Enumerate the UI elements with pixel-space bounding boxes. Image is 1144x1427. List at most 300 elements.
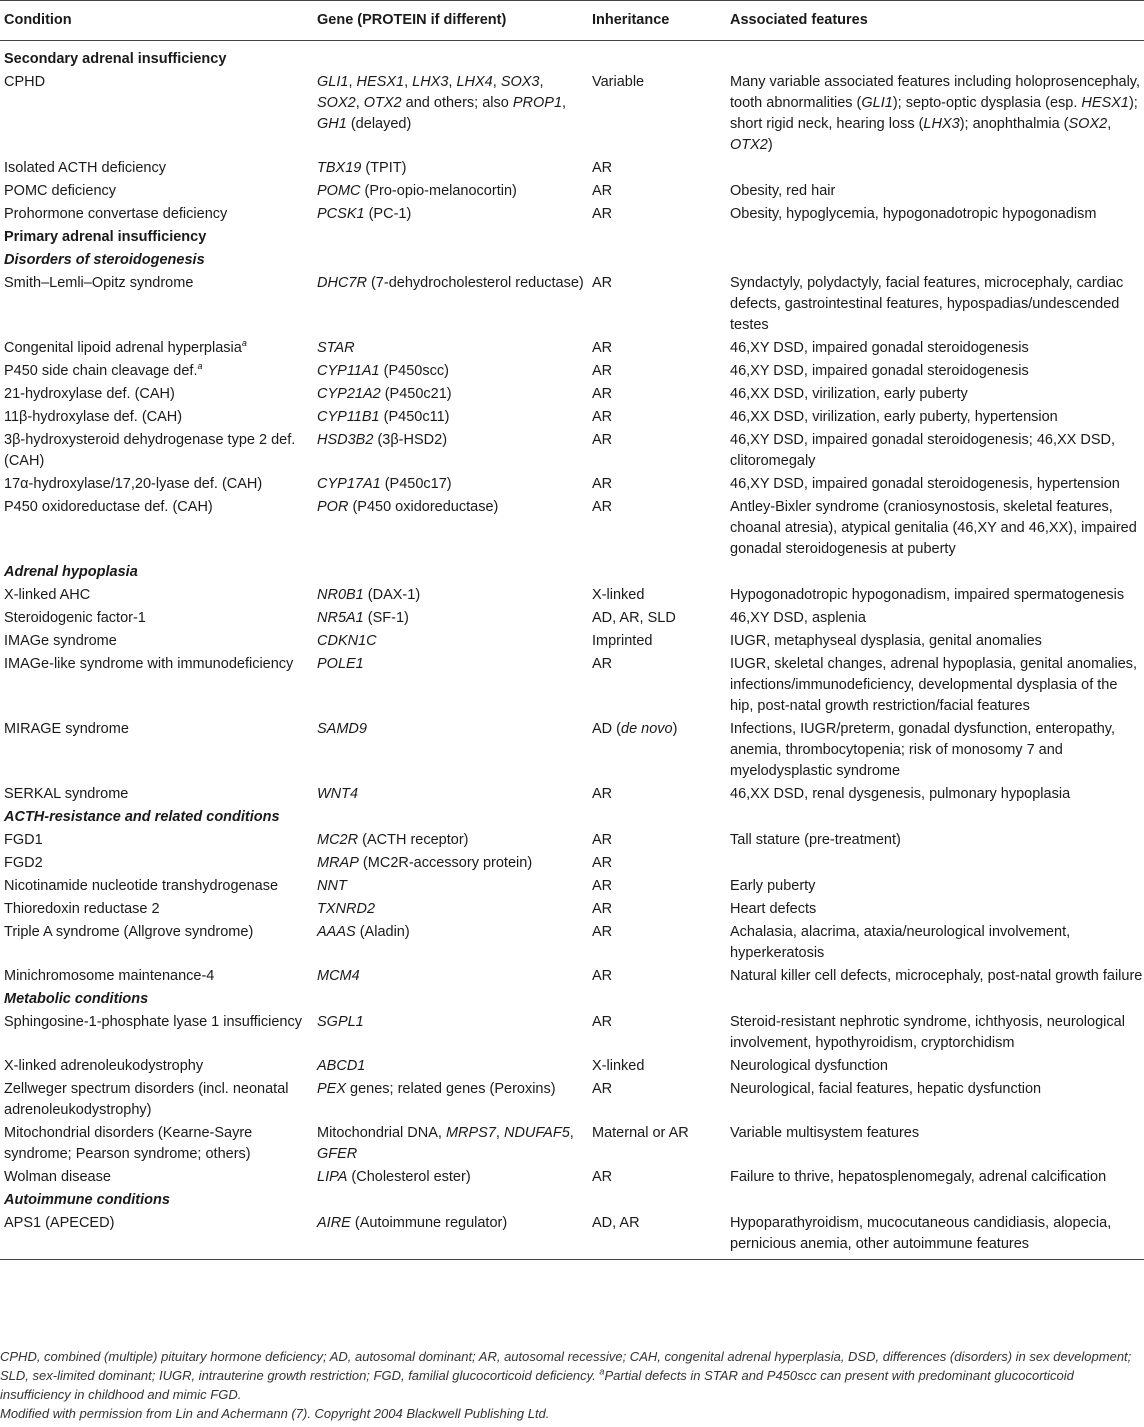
cell-inheritance: AR	[592, 183, 613, 199]
condition-name: Congenital lipoid adrenal hyperplasia	[4, 340, 242, 356]
table-row	[0, 1079, 1144, 1123]
cell-inheritance: AD (de novo)	[592, 721, 678, 737]
text-run: Natural killer cell defects, microcephaly, post-natal growth failure	[730, 968, 1143, 984]
cell-features	[726, 384, 1144, 407]
cell-gene	[313, 1167, 588, 1190]
cell-gene	[313, 719, 588, 784]
cell-gene	[313, 1056, 588, 1079]
section-row	[0, 227, 1144, 250]
cell-inheritance: AR	[592, 656, 613, 672]
cell-condition	[0, 497, 313, 562]
cell-condition	[0, 585, 313, 608]
table-footnote	[0, 1347, 1140, 1423]
cell-gene	[313, 384, 588, 407]
cell-inheritance: AR	[592, 924, 613, 940]
cell-gene	[313, 1213, 588, 1260]
cell-inheritance: AR	[592, 160, 613, 176]
section-heading: Primary adrenal insufficiency	[4, 229, 207, 245]
condition-name: 21-hydroxylase def. (CAH)	[4, 386, 175, 402]
cell-inheritance: AR	[592, 1081, 613, 1097]
table-row	[0, 72, 1144, 158]
text-run: (Cholesterol ester)	[347, 1169, 471, 1185]
cell-features	[726, 719, 1144, 784]
text-run: (P450 oxidoreductase)	[348, 499, 499, 515]
cell-features	[726, 631, 1144, 654]
text-run: (P450c21)	[380, 386, 452, 402]
cell-features	[726, 853, 1144, 876]
cell-gene	[313, 966, 588, 989]
cell-gene	[313, 273, 588, 338]
text-run: Neurological dysfunction	[730, 1058, 888, 1074]
gene-symbol: AIRE	[317, 1215, 351, 1231]
subsection-heading: ACTH-resistance and related conditions	[4, 809, 280, 825]
gene-symbol: MC2R	[317, 832, 359, 848]
text-run: 46,XX DSD, virilization, early puberty	[730, 386, 968, 402]
text-run: (Pro-opio-melanocortin)	[360, 183, 517, 199]
table-row	[0, 899, 1144, 922]
text-run: 46,XY DSD, impaired gonadal steroidogenesis, hypertension	[730, 476, 1120, 492]
cell-inheritance: Maternal or AR	[592, 1125, 689, 1141]
text-run: (Autoimmune regulator)	[350, 1215, 508, 1231]
text-run: genes; related genes (Peroxins)	[346, 1081, 556, 1097]
cell-gene	[313, 608, 588, 631]
condition-name: Prohormone convertase deficiency	[4, 206, 228, 222]
text-run: Hypogonadotropic hypogonadism, impaired spermatogenesis	[730, 587, 1125, 603]
table-row	[0, 273, 1144, 338]
cell-inheritance: AR	[592, 878, 613, 894]
cell-gene	[313, 585, 588, 608]
gene-symbol: MRAP	[317, 855, 359, 871]
text-run: Syndactyly, polydactyly, facial features, microcephaly, cardiac defects, gastrointestinal features, hypospadias/undescended testes	[730, 275, 1124, 333]
cell-condition	[0, 384, 313, 407]
cell-features	[726, 273, 1144, 338]
subsection-heading: Disorders of steroidogenesis	[4, 252, 205, 268]
condition-name: Minichromosome maintenance-4	[4, 968, 215, 984]
condition-name: Zellweger spectrum disorders (incl. neonatal adrenoleukodystrophy)	[4, 1081, 289, 1118]
cell-condition	[0, 608, 313, 631]
cell-inheritance: X-linked	[592, 1058, 645, 1074]
gene-symbol: GFER	[317, 1146, 358, 1162]
cell-gene	[313, 922, 588, 966]
cell-condition	[0, 830, 313, 853]
cell-features	[726, 1012, 1144, 1056]
condition-name: SERKAL syndrome	[4, 786, 129, 802]
gene-symbol: MRPS7	[445, 1125, 496, 1141]
section-heading: Secondary adrenal insufficiency	[4, 51, 227, 67]
condition-name: CPHD	[4, 74, 46, 90]
text-run: IUGR, metaphyseal dysplasia, genital anomalies	[730, 633, 1042, 649]
condition-name: Triple A syndrome (Allgrove syndrome)	[4, 924, 254, 940]
text-run: 46,XY DSD, asplenia	[730, 610, 866, 626]
gene-symbol: NR5A1	[317, 610, 364, 626]
gene-symbol: POR	[317, 499, 349, 515]
table-row	[0, 966, 1144, 989]
gene-symbol: CYP21A2	[317, 386, 381, 402]
subsection-row	[0, 562, 1144, 585]
cell-condition	[0, 1123, 313, 1167]
footnote-text: CPHD, combined (multiple) pituitary hormone deficiency; AD, autosomal dominant; AR, autosomal recessive; CAH, congenital adrenal hyperplasia, DSD, differences (disorders) in sex development; SLD, sex-limited dominant; IUGR, intrauterine growth restriction; FGD, familial glucocorticoid deficiency.	[0, 1349, 1132, 1383]
text-run: (DAX-1)	[363, 587, 421, 603]
cell-condition	[0, 430, 313, 474]
cell-condition	[0, 1056, 313, 1079]
cell-gene	[313, 497, 588, 562]
condition-name: Smith–Lemli–Opitz syndrome	[4, 275, 194, 291]
cell-features	[726, 361, 1144, 384]
cell-features	[726, 430, 1144, 474]
cell-gene	[313, 899, 588, 922]
gene-symbol: ABCD1	[317, 1058, 366, 1074]
gene-symbol: GLI1	[317, 74, 349, 90]
cell-gene	[313, 338, 588, 361]
gene-symbol: TXNRD2	[317, 901, 376, 917]
subsection-heading: Autoimmune conditions	[4, 1192, 170, 1208]
cell-inheritance: AR	[592, 340, 613, 356]
section-row	[0, 41, 1144, 73]
text-run: ,	[448, 74, 457, 90]
cell-inheritance: AR	[592, 432, 613, 448]
text-run: Antley-Bixler syndrome (craniosynostosis, skeletal features, choanal atresia), atypical genitalia (46,XY and 46,XX), impaired gonadal steroidogenesis at puberty	[730, 499, 1137, 557]
gene-symbol: PEX	[317, 1081, 347, 1097]
cell-inheritance: AR	[592, 968, 613, 984]
text-run: (PC-1)	[364, 206, 412, 222]
cell-inheritance: Imprinted	[592, 633, 653, 649]
text-run: ,	[404, 74, 413, 90]
text-run: ,	[539, 74, 544, 90]
text-run: Neurological, facial features, hepatic dysfunction	[730, 1081, 1042, 1097]
cell-condition	[0, 181, 313, 204]
subsection-row	[0, 250, 1144, 273]
cell-inheritance: AR	[592, 832, 613, 848]
table-row	[0, 204, 1144, 227]
text-run: Failure to thrive, hepatosplenomegaly, adrenal calcification	[730, 1169, 1107, 1185]
cell-features	[726, 204, 1144, 227]
condition-name: POMC deficiency	[4, 183, 117, 199]
cell-condition	[0, 922, 313, 966]
gene-symbol: LHX3	[923, 116, 960, 132]
cell-condition	[0, 631, 313, 654]
cell-condition	[0, 899, 313, 922]
text-run: Infections, IUGR/preterm, gonadal dysfunction, enteropathy, anemia, thrombocytopenia; risk of monosomy 7 and myelodysplastic syndrome	[730, 721, 1115, 779]
text-run: Early puberty	[730, 878, 816, 894]
cell-condition	[0, 719, 313, 784]
cell-condition	[0, 273, 313, 338]
gene-symbol: NDUFAF5	[503, 1125, 570, 1141]
condition-name: Wolman disease	[4, 1169, 111, 1185]
gene-symbol: POLE1	[317, 656, 364, 672]
gene-symbol: PCSK1	[317, 206, 365, 222]
text-run: Obesity, hypoglycemia, hypogonadotropic hypogonadism	[730, 206, 1097, 222]
table-row	[0, 608, 1144, 631]
text-run: Steroid-resistant nephrotic syndrome, ichthyosis, neurological involvement, hypothyroidism, cryptorchidism	[730, 1014, 1125, 1051]
cell-inheritance: AR	[592, 1014, 613, 1030]
cell-inheritance: AR	[592, 901, 613, 917]
text-run: Mitochondrial DNA,	[317, 1125, 446, 1141]
cell-gene	[313, 361, 588, 384]
gene-symbol: TBX19	[317, 160, 362, 176]
text-run: Achalasia, alacrima, ataxia/neurological involvement, hyperkeratosis	[730, 924, 1071, 961]
cell-gene	[313, 1123, 588, 1167]
cell-gene	[313, 654, 588, 719]
table-row	[0, 654, 1144, 719]
cell-features	[726, 1123, 1144, 1167]
text-run: ,	[355, 95, 364, 111]
header-features: Associated features	[726, 1, 1144, 41]
cell-features	[726, 497, 1144, 562]
cell-features	[726, 876, 1144, 899]
gene-symbol: HESX1	[1081, 95, 1129, 111]
cell-condition	[0, 204, 313, 227]
cell-condition	[0, 338, 313, 361]
cell-inheritance: AR	[592, 363, 613, 379]
cell-inheritance: X-linked	[592, 587, 645, 603]
cell-gene	[313, 1079, 588, 1123]
text-run: (P450scc)	[379, 363, 449, 379]
gene-symbol: PROP1	[512, 95, 563, 111]
condition-name: 3β-hydroxysteroid dehydrogenase type 2 def. (CAH)	[4, 432, 296, 469]
table-row	[0, 631, 1144, 654]
cell-inheritance: AR	[592, 275, 613, 291]
text-run: (Aladin)	[355, 924, 410, 940]
gene-symbol: SOX2	[317, 95, 356, 111]
text-run: Obesity, red hair	[730, 183, 836, 199]
text-run: ,	[492, 74, 501, 90]
cell-features	[726, 1056, 1144, 1079]
gene-symbol: SGPL1	[317, 1014, 364, 1030]
table-row	[0, 853, 1144, 876]
gene-symbol: CDKN1C	[317, 633, 377, 649]
cell-features	[726, 830, 1144, 853]
text-run: ,	[562, 95, 567, 111]
footnote-marker: a	[599, 1366, 605, 1377]
cell-condition	[0, 853, 313, 876]
gene-symbol: CYP11B1	[317, 409, 380, 425]
cell-features	[726, 654, 1144, 719]
cell-gene	[313, 853, 588, 876]
cell-condition	[0, 158, 313, 181]
cell-condition	[0, 361, 313, 384]
footnote-text-2: Partial defects in STAR and P450scc can present with predominant glucocorticoid insufficiency in childhood and mimic FGD.	[0, 1368, 1074, 1402]
cell-features	[726, 72, 1144, 158]
table-row	[0, 474, 1144, 497]
condition-name: Sphingosine-1-phosphate lyase 1 insufficiency	[4, 1014, 302, 1030]
cell-features	[726, 922, 1144, 966]
cell-features	[726, 1079, 1144, 1123]
table-row	[0, 181, 1144, 204]
cell-gene	[313, 430, 588, 474]
table-row	[0, 1123, 1144, 1167]
text-run: (3β-HSD2)	[373, 432, 448, 448]
gene-symbol: WNT4	[317, 786, 359, 802]
cell-features	[726, 338, 1144, 361]
condition-name: APS1 (APECED)	[4, 1215, 115, 1231]
cell-gene	[313, 474, 588, 497]
cell-features	[726, 899, 1144, 922]
cell-gene	[313, 204, 588, 227]
subsection-row	[0, 1190, 1144, 1213]
cell-features	[726, 608, 1144, 631]
cell-inheritance: AD, AR, SLD	[592, 610, 676, 626]
cell-inheritance: AR	[592, 499, 613, 515]
cell-inheritance: AR	[592, 386, 613, 402]
text-run: 46,XY DSD, impaired gonadal steroidogenesis	[730, 363, 1029, 379]
text-run: Heart defects	[730, 901, 817, 917]
cell-inheritance: AD, AR	[588, 1213, 726, 1260]
cell-features	[726, 474, 1144, 497]
text-run: ); anophthalmia (	[959, 116, 1069, 132]
gene-symbol: LHX4	[456, 74, 493, 90]
text-run: Hypoparathyroidism, mucocutaneous candidiasis, alopecia, pernicious anemia, other autoimmune features	[730, 1215, 1112, 1252]
gene-symbol: HESX1	[356, 74, 405, 90]
condition-name: Isolated ACTH deficiency	[4, 160, 166, 176]
text-run: (SF-1)	[363, 610, 409, 626]
footnote-marker: a	[197, 361, 203, 372]
text-run: ,	[1107, 116, 1112, 132]
header-gene: Gene (PROTEIN if different)	[313, 1, 588, 41]
table-row	[0, 361, 1144, 384]
condition-name: IMAGe-like syndrome with immunodeficiency	[4, 656, 294, 672]
footnote-marker: a	[241, 338, 247, 349]
cell-features	[726, 966, 1144, 989]
gene-symbol: SOX3	[500, 74, 540, 90]
header-condition: Condition	[0, 1, 313, 41]
cell-condition	[0, 1167, 313, 1190]
text-run: 46,XY DSD, impaired gonadal steroidogenesis; 46,XX DSD, clitoromegaly	[730, 432, 1116, 469]
table-row	[0, 1167, 1144, 1190]
text-run: Variable multisystem features	[730, 1125, 920, 1141]
cell-condition	[0, 966, 313, 989]
cell-features	[726, 158, 1144, 181]
table-body	[0, 41, 1144, 1260]
gene-symbol: SOX2	[1068, 116, 1108, 132]
cell-inheritance: AR	[592, 206, 613, 222]
cell-features	[726, 1213, 1144, 1260]
text-run: Many variable associated features including holoprosencephaly, tooth abnormalities (	[730, 74, 1141, 111]
condition-name: X-linked AHC	[4, 587, 91, 603]
condition-name: P450 oxidoreductase def. (CAH)	[4, 499, 213, 515]
cell-features	[726, 407, 1144, 430]
table-row	[0, 158, 1144, 181]
gene-symbol: NR0B1	[317, 587, 364, 603]
text-run: ); short rigid neck, hearing loss (	[730, 95, 1138, 132]
text-run: and others; also	[401, 95, 513, 111]
cell-condition	[0, 654, 313, 719]
text-run: Tall stature (pre-treatment)	[730, 832, 901, 848]
cell-inheritance: AR	[592, 855, 613, 871]
cell-inheritance: AR	[592, 1169, 613, 1185]
text-run: (delayed)	[346, 116, 412, 132]
table-row	[0, 407, 1144, 430]
gene-symbol: DHC7R	[317, 275, 367, 291]
cell-features	[726, 181, 1144, 204]
cell-condition	[0, 784, 313, 807]
cell-inheritance: Variable	[592, 74, 645, 90]
gene-symbol: SAMD9	[317, 721, 367, 737]
condition-name: IMAGe syndrome	[4, 633, 117, 649]
cell-inheritance: AR	[592, 409, 613, 425]
table-row	[0, 784, 1144, 807]
text-run: (TPIT)	[361, 160, 407, 176]
cell-inheritance: AR	[592, 476, 613, 492]
gene-symbol: AAAS	[317, 924, 356, 940]
condition-name: Mitochondrial disorders (Kearne-Sayre syndrome; Pearson syndrome; others)	[4, 1125, 253, 1162]
table-row	[0, 719, 1144, 784]
cell-features	[726, 784, 1144, 807]
gene-symbol: MCM4	[317, 968, 360, 984]
subsection-heading: Adrenal hypoplasia	[4, 564, 138, 580]
header-inheritance: Inheritance	[588, 1, 726, 41]
text-run: IUGR, skeletal changes, adrenal hypoplasia, genital anomalies, infections/immunodeficiency, developmental dysplasia of the hip, post-natal growth restriction/facial features	[730, 656, 1138, 714]
text-run: (7-dehydrocholesterol reductase)	[366, 275, 584, 291]
gene-symbol: GLI1	[861, 95, 893, 111]
cell-condition	[0, 876, 313, 899]
gene-symbol: POMC	[317, 183, 361, 199]
subsection-row	[0, 989, 1144, 1012]
cell-gene	[313, 407, 588, 430]
cell-gene	[313, 876, 588, 899]
subsection-row	[0, 807, 1144, 830]
condition-name: MIRAGE syndrome	[4, 721, 129, 737]
text-run: ,	[569, 1125, 574, 1141]
gene-symbol: CYP11A1	[317, 363, 380, 379]
cell-gene	[313, 631, 588, 654]
text-run: (MC2R-accessory protein)	[358, 855, 533, 871]
table-row	[0, 384, 1144, 407]
subsection-heading: Metabolic conditions	[4, 991, 149, 1007]
text-run: ); septo-optic dysplasia (esp.	[892, 95, 1082, 111]
table-row	[0, 585, 1144, 608]
gene-symbol: CYP17A1	[317, 476, 381, 492]
cell-gene	[313, 158, 588, 181]
table-row	[0, 830, 1144, 853]
cell-inheritance: AR	[592, 786, 613, 802]
cell-gene	[313, 784, 588, 807]
text-run: )	[767, 137, 773, 153]
gene-symbol: GH1	[317, 116, 347, 132]
table-row	[0, 338, 1144, 361]
text-run: 46,XX DSD, renal dysgenesis, pulmonary hypoplasia	[730, 786, 1071, 802]
condition-name: 11β-hydroxylase def. (CAH)	[4, 409, 183, 425]
table-row	[0, 1056, 1144, 1079]
cell-condition	[0, 407, 313, 430]
gene-symbol: HSD3B2	[317, 432, 374, 448]
condition-name: FGD2	[4, 855, 43, 871]
cell-condition	[0, 1012, 313, 1056]
condition-name: Steroidogenic factor-1	[4, 610, 146, 626]
condition-name: Thioredoxin reductase 2	[4, 901, 160, 917]
footnote-abbreviations	[0, 1347, 1140, 1404]
cell-gene	[313, 181, 588, 204]
table-header	[0, 1, 1144, 41]
table-row	[0, 430, 1144, 474]
cell-condition	[0, 1213, 313, 1260]
cell-gene	[313, 830, 588, 853]
cell-condition	[0, 1079, 313, 1123]
text-run: (P450c11)	[379, 409, 450, 425]
table-row	[0, 922, 1144, 966]
condition-name: FGD1	[4, 832, 43, 848]
table-row	[0, 1012, 1144, 1056]
footnote-source: Modified with permission from Lin and Achermann (7). Copyright 2004 Blackwell Publishing Ltd.	[0, 1406, 550, 1421]
gene-symbol: OTX2	[363, 95, 402, 111]
text-run: (P450c17)	[380, 476, 452, 492]
table-row	[0, 497, 1144, 562]
text-run: 46,XY DSD, impaired gonadal steroidogenesis	[730, 340, 1029, 356]
condition-name: Nicotinamide nucleotide transhydrogenase	[4, 878, 279, 894]
gene-symbol: OTX2	[730, 137, 768, 153]
cell-features	[726, 1167, 1144, 1190]
table-row	[0, 1213, 1144, 1260]
condition-name: P450 side chain cleavage def.	[4, 363, 198, 379]
